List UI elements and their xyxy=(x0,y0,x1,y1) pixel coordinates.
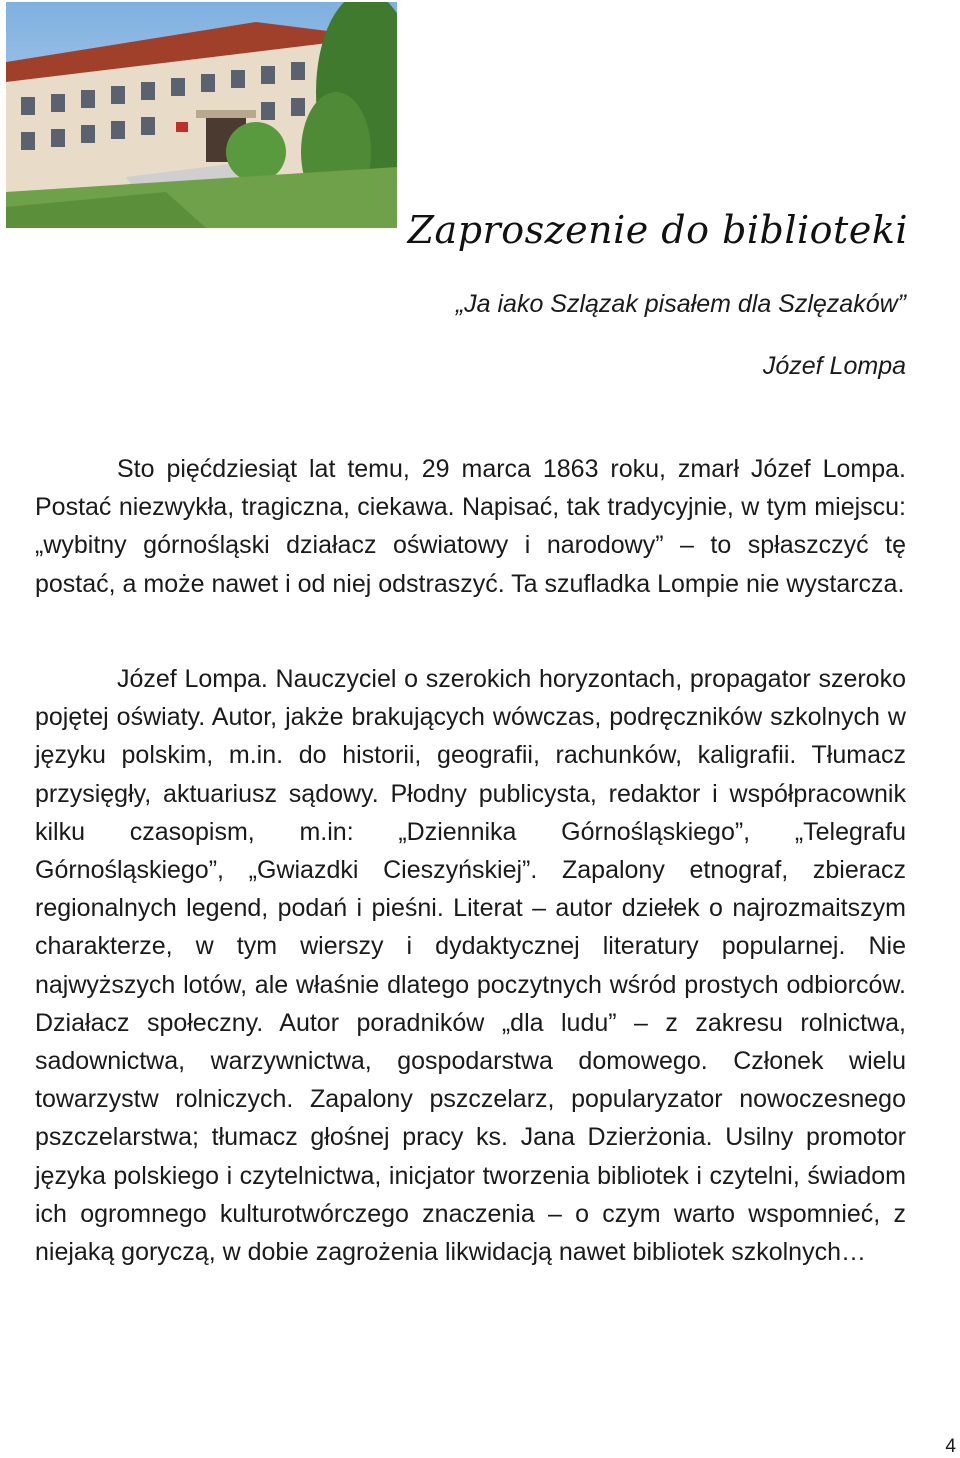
epigraph-author: Józef Lompa xyxy=(762,352,906,380)
building-illustration xyxy=(6,2,397,228)
epigraph-quote: „Ja iako Szlązak pisałem dla Szlęzaków” xyxy=(455,290,906,318)
page-title: Zaproszenie do biblioteki xyxy=(407,208,908,252)
paragraph-1: Sto pięćdziesiąt lat temu, 29 marca 1863 roku, zmarł Józef Lompa. Postać niezwykła, tragiczna, ciekawa. Napisać, tak tradycyjnie, w tym miejscu: „wybitny górnośląski działacz oświatowy i narodowy” – to spłaszczyć tę postać, a może nawet i od niej odstraszyć. Ta szufladka Lompie nie wystarcza. xyxy=(35,455,906,598)
library-building-photo xyxy=(6,2,397,228)
page-number: 4 xyxy=(945,1436,956,1457)
paragraph-2: Józef Lompa. Nauczyciel o szerokich horyzontach, propagator szeroko pojętej oświaty. Autor, jakże brakujących wówczas, podręczników szkolnych w języku polskim, m.in. do historii, geografii, rachunków, kaligrafii. Tłumacz przysięgły, aktuariusz sądowy. Płodny publicysta, redaktor i współpracownik kilku czasopism, m.in: „Dziennika Górnośląskiego”, „Telegrafu Górnośląskiego”, „Gwiazdki Cieszyńskiej”. Zapalony etnograf, zbieracz regionalnych legend, podań i pieśni. Literat – autor dziełek o najrozmaitszym charakterze, w tym wierszy i dydaktycznej literatury popularnej. Nie najwyższych lotów, ale właśnie dlatego poczytnych wśród prostych odbiorców. Działacz społeczny. Autor poradników „dla ludu” – z zakresu rolnictwa, sadownictwa, warzywnictwa, gospodarstwa domowego. Członek wielu towarzystw rolniczych. Zapalony pszczelarz, popularyzator nowoczesnego pszczelarstwa; tłumacz głośnej pracy ks. Jana Dzierżonia. Usilny promotor języka polskiego i czytelnictwa, inicjator tworzenia bibliotek i czytelni, świadom ich ogromnego kulturotwórczego znaczenia – o czym warto wspomnieć, z niejaką goryczą, w dobie zagrożenia likwidacją nawet bibliotek szkolnych… xyxy=(35,665,906,1267)
